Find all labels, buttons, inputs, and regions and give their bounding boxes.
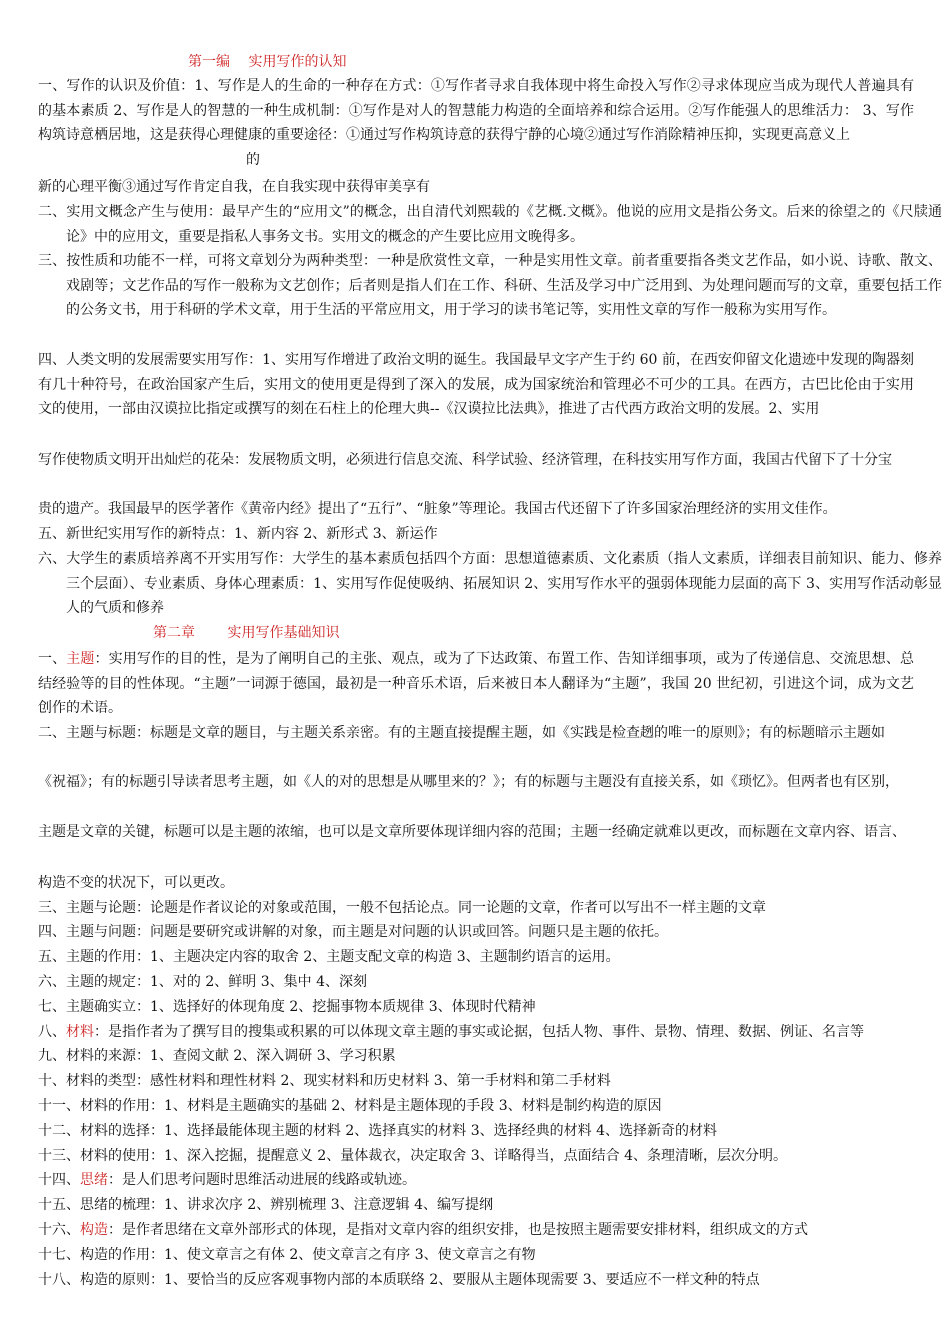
item-13: 十三、材料的使用：1、深入挖掘，提醒意义 2、量体裁衣，决定取舍 3、详略得当，点面结合 4、条理清晰，层次分明。 — [38, 1148, 787, 1164]
item-16-number: 十六、 — [38, 1222, 80, 1238]
term-theme: 主题 — [66, 651, 95, 667]
item-8-text: ：是指作者为了撰写目的搜集或积累的可以体现文章主题的事实或论据，包括人物、事件、景物、情理、数据、例证、名言等 — [94, 1024, 864, 1040]
item-14-number: 十四、 — [38, 1172, 80, 1188]
item-14 — [38, 1168, 914, 1193]
section-heading-part2: 第二章 实用写作基础知识 — [153, 625, 340, 641]
item-17: 十七、构造的作用：1、使文章言之有体 2、使文章言之有序 3、使文章言之有物 — [38, 1247, 536, 1263]
term-material: 材料 — [66, 1024, 94, 1040]
section-heading-part1: 第一编 实用写作的认知 — [188, 54, 347, 70]
item-8 — [38, 1020, 914, 1045]
paragraph-3: 三、按性质和功能不一样，可将文章划分为两种类型：一种是欣赏性文章，一种是实用性文章。前者重要指各类文艺作品，如小说、诗歌、散文、戏剧等；文艺作品的写作一般称为文艺创作；后者则是指人们在工作、科研、生活及学习中广泛用到、为处理问题而写的文章，重要包括工作的公务文书，用于科研的学术文章，用于生活的平常应用文，用于学习的读书笔记等，实用性文章的写作一般称为实用写作。 — [38, 253, 942, 319]
item-16 — [38, 1218, 914, 1243]
item-1 — [38, 647, 914, 721]
item-2c: 主题是文章的关键，标题可以是主题的浓缩，也可以是文章所要体现详细内容的范围；主题一经确定就难以更改，而标题在文章内容、语言、 — [38, 824, 906, 840]
item-2d: 构造不变的状况下，可以更改。 — [38, 875, 234, 891]
paragraph-5: 五、新世纪实用写作的新特点：1、新内容 2、新形式 3、新运作 — [38, 526, 438, 542]
paragraph-2: 二、实用文概念产生与使用：最早产生的“应用文”的概念，出自清代刘熙载的《艺概.文概》。他说的应用文是指公务文。后来的徐望之的《尺牍通论》中的应用文，重要是指私人事务文书。实用文的概念的产生要比应用文晚得多。 — [38, 204, 942, 245]
paragraph-6: 六、大学生的素质培养离不开实用写作：大学生的基本素质包括四个方面：思想道德素质、文化素质（指人文素质，详细表目前知识、能力、修养三个层面）、专业素质、身体心理素质：1、实用写作促使吸纳、拓展知识 2、实用写作水平的强弱体现能力层面的高下 3、实用写作活动彰显人的气质和修养 — [38, 551, 942, 617]
paragraph-1-continued: 新的心理平衡③通过写作肯定自我，在自我实现中获得审美享有 — [38, 179, 430, 195]
item-14-text: ：是人们思考问题时思维活动进展的线路或轨迹。 — [108, 1172, 416, 1188]
item-15: 十五、思绪的梳理：1、讲求次序 2、辨别梳理 3、注意逻辑 4、编写提纲 — [38, 1197, 493, 1213]
item-18: 十八、构造的原则：1、要恰当的反应客观事物内部的本质联络 2、要服从主题体现需要 3、要适应不一样文种的特点 — [38, 1272, 760, 1288]
item-8-number: 八、 — [38, 1024, 66, 1040]
paragraph-4b: 写作使物质文明开出灿烂的花朵：发展物质文明，必须进行信息交流、科学试验、经济管理，在科技实用写作方面，我国古代留下了十分宝 — [38, 452, 892, 468]
paragraph-4c: 贵的遗产。我国最早的医学著作《黄帝内经》提出了“五行”、“脏象”等理论。我国古代还留下了许多国家治理经济的实用文佳作。 — [38, 501, 837, 517]
item-16-text: ：是作者思绪在文章外部形式的体现，是指对文章内容的组织安排，也是按照主题需要安排材料，组织成文的方式 — [108, 1222, 808, 1238]
term-structure: 构造 — [80, 1222, 108, 1238]
item-9: 九、材料的来源：1、查阅文献 2、深入调研 3、学习积累 — [38, 1048, 396, 1064]
paragraph-1: 一、写作的认识及价值：1、写作是人的生命的一种存在方式：①写作者寻求自我体现中将生命投入写作②寻求体现应当成为现代人普遍具有的基本素质 2、写作是人的智慧的一种生成机制：①写作是对人的智慧能力构造的全面培养和综合运用。②写作能强人的思维活力： 3、写作构筑诗意栖居地，这是获得心理健康的重要途径：①通过写作构筑诗意的获得宁静的心境②通过写作消除精神压抑，实现更高意义上 — [38, 78, 914, 144]
paragraph-4a: 四、人类文明的发展需要实用写作：1、实用写作增进了政治文明的诞生。我国最早文字产生于约 60 前，在西安仰留文化遗迹中发现的陶器刻有几十种符号，在政治国家产生后，实用文的使用更是得到了深入的发展，成为国家统治和管理必不可少的工具。在西方，古巴比伦由于实用文的使用，一部由汉谟拉比指定或撰写的刻在石柱上的伦理大典--《汉谟拉比法典》，推进了古代西方政治文明的发展。2、实用 — [38, 352, 914, 418]
item-10: 十、材料的类型：感性材料和理性材料 2、现实材料和历史材料 3、第一手材料和第二手材料 — [38, 1073, 611, 1089]
item-7: 七、主题确实立：1、选择好的体现角度 2、挖掘事物本质规律 3、体现时代精神 — [38, 999, 536, 1015]
item-1-number: 一、 — [38, 651, 67, 667]
term-train-of-thought: 思绪 — [80, 1172, 108, 1188]
item-5: 五、主题的作用：1、主题决定内容的取舍 2、主题支配文章的构造 3、主题制约语言的运用。 — [38, 949, 620, 965]
item-3: 三、主题与论题：论题是作者议论的对象或范围，一般不包括论点。同一论题的文章，作者可以写出不一样主题的文章 — [38, 900, 766, 916]
paragraph-1-fragment: 的 — [246, 152, 260, 168]
item-6: 六、主题的规定：1、对的 2、鲜明 3、集中 4、深刻 — [38, 974, 367, 990]
item-1-text: ：实用写作的目的性，是为了阐明自己的主张、观点，或为了下达政策、布置工作、告知详细事项，或为了传递信息、交流思想、总结经验等的目的性体现。“主题”一词源于德国，最初是一种音乐术语，后来被日本人翻译为“主题”，我国 20 世纪初，引进这个词，成为文艺创作的术语。 — [38, 651, 915, 717]
item-2b: 《祝福》；有的标题引导读者思考主题，如《人的对的思想是从哪里来的？》；有的标题与主题没有直接关系，如《琐忆》。但两者也有区别， — [38, 774, 899, 790]
item-4: 四、主题与问题：问题是要研究或讲解的对象，而主题是对问题的认识或回答。问题只是主题的依托。 — [38, 924, 668, 940]
item-12: 十二、材料的选择：1、选择最能体现主题的材料 2、选择真实的材料 3、选择经典的材料 4、选择新奇的材料 — [38, 1123, 717, 1139]
item-11: 十一、材料的作用：1、材料是主题确实的基础 2、材料是主题体现的手段 3、材料是制约构造的原因 — [38, 1098, 662, 1114]
item-2a: 二、主题与标题：标题是文章的题目，与主题关系亲密。有的主题直接提醒主题，如《实践是检查趔的唯一的原则》；有的标题暗示主题如 — [38, 725, 885, 741]
